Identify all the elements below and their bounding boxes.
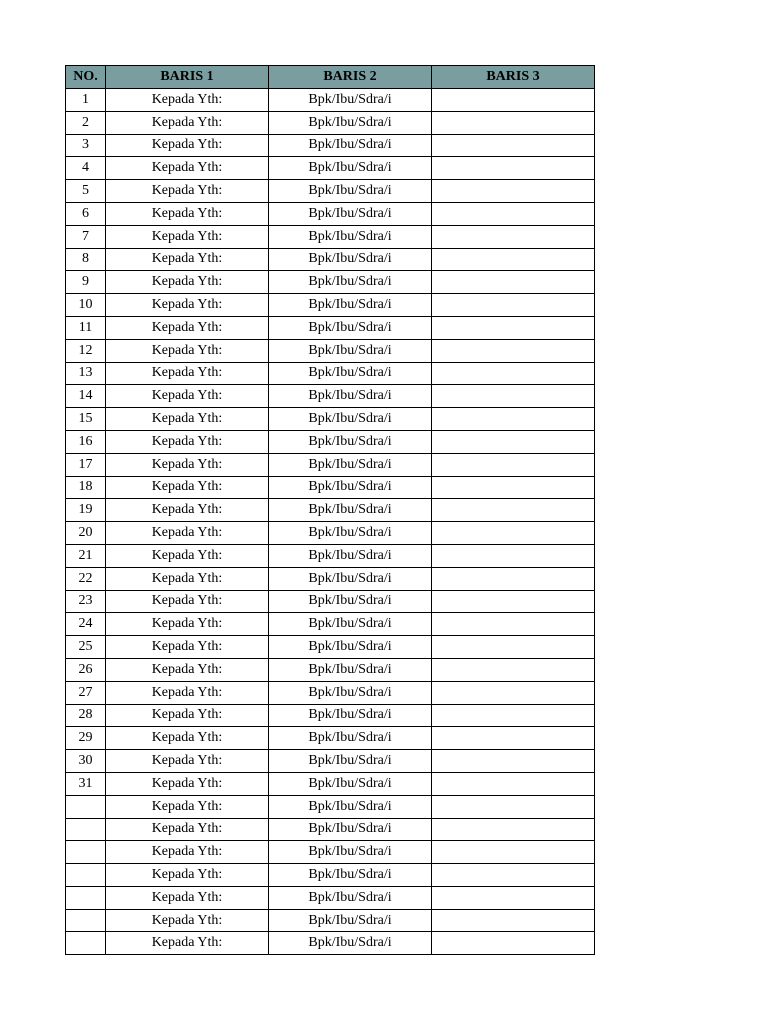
cell-baris-2: Bpk/Ibu/Sdra/i <box>269 225 432 248</box>
cell-baris-3 <box>432 385 595 408</box>
cell-baris-3 <box>432 248 595 271</box>
cell-baris-2: Bpk/Ibu/Sdra/i <box>269 727 432 750</box>
cell-baris-2: Bpk/Ibu/Sdra/i <box>269 453 432 476</box>
cell-baris-1: Kepada Yth: <box>106 271 269 294</box>
cell-baris-1: Kepada Yth: <box>106 636 269 659</box>
table-row <box>66 89 595 112</box>
cell-baris-2: Bpk/Ibu/Sdra/i <box>269 909 432 932</box>
cell-baris-1: Kepada Yth: <box>106 613 269 636</box>
cell-no: 8 <box>66 248 106 271</box>
cell-no: 1 <box>66 89 106 112</box>
cell-baris-2: Bpk/Ibu/Sdra/i <box>269 408 432 431</box>
cell-baris-1: Kepada Yth: <box>106 567 269 590</box>
cell-no <box>66 795 106 818</box>
table-row <box>66 772 595 795</box>
table-row <box>66 134 595 157</box>
cell-no: 4 <box>66 157 106 180</box>
table-row <box>66 658 595 681</box>
cell-baris-2: Bpk/Ibu/Sdra/i <box>269 522 432 545</box>
cell-baris-3 <box>432 886 595 909</box>
cell-baris-1: Kepada Yth: <box>106 886 269 909</box>
cell-no: 12 <box>66 339 106 362</box>
cell-baris-1: Kepada Yth: <box>106 704 269 727</box>
cell-baris-2: Bpk/Ibu/Sdra/i <box>269 636 432 659</box>
cell-baris-3 <box>432 111 595 134</box>
cell-no <box>66 864 106 887</box>
header-baris-2: BARIS 2 <box>269 66 432 89</box>
cell-baris-3 <box>432 818 595 841</box>
table-row <box>66 202 595 225</box>
cell-baris-1: Kepada Yth: <box>106 111 269 134</box>
cell-no: 28 <box>66 704 106 727</box>
cell-baris-1: Kepada Yth: <box>106 818 269 841</box>
table-row <box>66 499 595 522</box>
cell-baris-3 <box>432 453 595 476</box>
cell-baris-3 <box>432 932 595 955</box>
cell-baris-1: Kepada Yth: <box>106 772 269 795</box>
cell-baris-2: Bpk/Ibu/Sdra/i <box>269 271 432 294</box>
cell-no: 15 <box>66 408 106 431</box>
cell-no: 20 <box>66 522 106 545</box>
cell-baris-1: Kepada Yth: <box>106 932 269 955</box>
cell-baris-2: Bpk/Ibu/Sdra/i <box>269 658 432 681</box>
cell-baris-1: Kepada Yth: <box>106 316 269 339</box>
cell-baris-3 <box>432 772 595 795</box>
cell-baris-2: Bpk/Ibu/Sdra/i <box>269 134 432 157</box>
cell-baris-1: Kepada Yth: <box>106 590 269 613</box>
cell-baris-3 <box>432 750 595 773</box>
cell-baris-2: Bpk/Ibu/Sdra/i <box>269 795 432 818</box>
cell-no: 25 <box>66 636 106 659</box>
cell-baris-2: Bpk/Ibu/Sdra/i <box>269 613 432 636</box>
cell-baris-1: Kepada Yth: <box>106 225 269 248</box>
cell-baris-3 <box>432 294 595 317</box>
cell-baris-2: Bpk/Ibu/Sdra/i <box>269 750 432 773</box>
cell-baris-3 <box>432 590 595 613</box>
table-row <box>66 932 595 955</box>
cell-baris-3 <box>432 795 595 818</box>
table-row <box>66 795 595 818</box>
table-row <box>66 750 595 773</box>
table-row <box>66 864 595 887</box>
cell-baris-1: Kepada Yth: <box>106 476 269 499</box>
table-row <box>66 841 595 864</box>
cell-baris-2: Bpk/Ibu/Sdra/i <box>269 362 432 385</box>
table-row <box>66 727 595 750</box>
cell-baris-2: Bpk/Ibu/Sdra/i <box>269 772 432 795</box>
cell-baris-3 <box>432 339 595 362</box>
cell-baris-2: Bpk/Ibu/Sdra/i <box>269 499 432 522</box>
cell-baris-1: Kepada Yth: <box>106 499 269 522</box>
cell-no: 31 <box>66 772 106 795</box>
cell-baris-3 <box>432 636 595 659</box>
cell-no: 7 <box>66 225 106 248</box>
cell-baris-2: Bpk/Ibu/Sdra/i <box>269 841 432 864</box>
cell-baris-3 <box>432 271 595 294</box>
header-baris-3: BARIS 3 <box>432 66 595 89</box>
cell-no: 17 <box>66 453 106 476</box>
table-row <box>66 613 595 636</box>
cell-baris-2: Bpk/Ibu/Sdra/i <box>269 430 432 453</box>
cell-baris-3 <box>432 613 595 636</box>
cell-baris-1: Kepada Yth: <box>106 453 269 476</box>
cell-baris-2: Bpk/Ibu/Sdra/i <box>269 89 432 112</box>
cell-baris-3 <box>432 89 595 112</box>
cell-baris-3 <box>432 681 595 704</box>
cell-baris-2: Bpk/Ibu/Sdra/i <box>269 590 432 613</box>
cell-no: 21 <box>66 544 106 567</box>
address-table <box>65 65 595 955</box>
cell-baris-2: Bpk/Ibu/Sdra/i <box>269 544 432 567</box>
cell-baris-2: Bpk/Ibu/Sdra/i <box>269 476 432 499</box>
cell-no: 23 <box>66 590 106 613</box>
cell-no: 2 <box>66 111 106 134</box>
cell-baris-3 <box>432 202 595 225</box>
cell-baris-3 <box>432 225 595 248</box>
cell-baris-3 <box>432 408 595 431</box>
cell-baris-2: Bpk/Ibu/Sdra/i <box>269 932 432 955</box>
cell-baris-3 <box>432 499 595 522</box>
cell-baris-1: Kepada Yth: <box>106 681 269 704</box>
table-row <box>66 385 595 408</box>
table-row <box>66 225 595 248</box>
table-row <box>66 522 595 545</box>
cell-baris-3 <box>432 841 595 864</box>
cell-baris-3 <box>432 658 595 681</box>
cell-baris-1: Kepada Yth: <box>106 864 269 887</box>
table-row <box>66 818 595 841</box>
cell-no: 14 <box>66 385 106 408</box>
cell-baris-3 <box>432 567 595 590</box>
table-row <box>66 636 595 659</box>
cell-no: 11 <box>66 316 106 339</box>
cell-baris-2: Bpk/Ibu/Sdra/i <box>269 886 432 909</box>
cell-no <box>66 886 106 909</box>
cell-baris-2: Bpk/Ibu/Sdra/i <box>269 111 432 134</box>
cell-baris-2: Bpk/Ibu/Sdra/i <box>269 864 432 887</box>
table-row <box>66 567 595 590</box>
table-row <box>66 180 595 203</box>
cell-baris-3 <box>432 909 595 932</box>
cell-baris-2: Bpk/Ibu/Sdra/i <box>269 339 432 362</box>
cell-baris-3 <box>432 362 595 385</box>
cell-no: 18 <box>66 476 106 499</box>
cell-baris-3 <box>432 476 595 499</box>
table-row <box>66 408 595 431</box>
table-row <box>66 704 595 727</box>
cell-baris-1: Kepada Yth: <box>106 339 269 362</box>
cell-no: 26 <box>66 658 106 681</box>
cell-no: 6 <box>66 202 106 225</box>
cell-baris-1: Kepada Yth: <box>106 430 269 453</box>
cell-baris-1: Kepada Yth: <box>106 248 269 271</box>
cell-baris-2: Bpk/Ibu/Sdra/i <box>269 202 432 225</box>
cell-baris-1: Kepada Yth: <box>106 157 269 180</box>
cell-baris-3 <box>432 180 595 203</box>
cell-baris-1: Kepada Yth: <box>106 362 269 385</box>
cell-no: 10 <box>66 294 106 317</box>
cell-no: 27 <box>66 681 106 704</box>
cell-baris-1: Kepada Yth: <box>106 522 269 545</box>
table-row <box>66 590 595 613</box>
cell-baris-2: Bpk/Ibu/Sdra/i <box>269 294 432 317</box>
table-row <box>66 316 595 339</box>
cell-baris-2: Bpk/Ibu/Sdra/i <box>269 248 432 271</box>
cell-baris-3 <box>432 157 595 180</box>
cell-no: 13 <box>66 362 106 385</box>
cell-baris-1: Kepada Yth: <box>106 134 269 157</box>
cell-baris-3 <box>432 544 595 567</box>
cell-baris-2: Bpk/Ibu/Sdra/i <box>269 681 432 704</box>
table-row <box>66 111 595 134</box>
cell-baris-1: Kepada Yth: <box>106 841 269 864</box>
cell-baris-2: Bpk/Ibu/Sdra/i <box>269 157 432 180</box>
table-row <box>66 681 595 704</box>
table-row <box>66 430 595 453</box>
table-row <box>66 248 595 271</box>
cell-baris-1: Kepada Yth: <box>106 795 269 818</box>
cell-baris-1: Kepada Yth: <box>106 294 269 317</box>
cell-baris-2: Bpk/Ibu/Sdra/i <box>269 316 432 339</box>
header-baris-1: BARIS 1 <box>106 66 269 89</box>
header-row <box>66 66 595 89</box>
cell-no: 3 <box>66 134 106 157</box>
cell-no: 5 <box>66 180 106 203</box>
cell-baris-1: Kepada Yth: <box>106 89 269 112</box>
table-row <box>66 476 595 499</box>
cell-no: 30 <box>66 750 106 773</box>
cell-baris-2: Bpk/Ibu/Sdra/i <box>269 818 432 841</box>
cell-baris-1: Kepada Yth: <box>106 408 269 431</box>
cell-baris-1: Kepada Yth: <box>106 180 269 203</box>
cell-no: 22 <box>66 567 106 590</box>
cell-no: 24 <box>66 613 106 636</box>
cell-no <box>66 932 106 955</box>
cell-baris-1: Kepada Yth: <box>106 544 269 567</box>
table-row <box>66 453 595 476</box>
cell-baris-3 <box>432 134 595 157</box>
cell-no <box>66 841 106 864</box>
cell-baris-3 <box>432 727 595 750</box>
cell-baris-1: Kepada Yth: <box>106 750 269 773</box>
table-row <box>66 339 595 362</box>
cell-no: 16 <box>66 430 106 453</box>
header-no: NO. <box>66 66 106 89</box>
cell-baris-1: Kepada Yth: <box>106 202 269 225</box>
table-row <box>66 909 595 932</box>
table-row <box>66 544 595 567</box>
cell-baris-1: Kepada Yth: <box>106 727 269 750</box>
cell-baris-2: Bpk/Ibu/Sdra/i <box>269 385 432 408</box>
cell-no: 29 <box>66 727 106 750</box>
table-body <box>66 89 595 955</box>
cell-no: 9 <box>66 271 106 294</box>
cell-no: 19 <box>66 499 106 522</box>
cell-baris-3 <box>432 704 595 727</box>
table-row <box>66 294 595 317</box>
table-row <box>66 886 595 909</box>
cell-no <box>66 818 106 841</box>
cell-no <box>66 909 106 932</box>
cell-baris-2: Bpk/Ibu/Sdra/i <box>269 180 432 203</box>
cell-baris-3 <box>432 430 595 453</box>
cell-baris-1: Kepada Yth: <box>106 658 269 681</box>
cell-baris-3 <box>432 522 595 545</box>
table-row <box>66 362 595 385</box>
cell-baris-1: Kepada Yth: <box>106 385 269 408</box>
table-row <box>66 157 595 180</box>
cell-baris-3 <box>432 316 595 339</box>
cell-baris-2: Bpk/Ibu/Sdra/i <box>269 567 432 590</box>
table-row <box>66 271 595 294</box>
cell-baris-3 <box>432 864 595 887</box>
cell-baris-2: Bpk/Ibu/Sdra/i <box>269 704 432 727</box>
cell-baris-1: Kepada Yth: <box>106 909 269 932</box>
